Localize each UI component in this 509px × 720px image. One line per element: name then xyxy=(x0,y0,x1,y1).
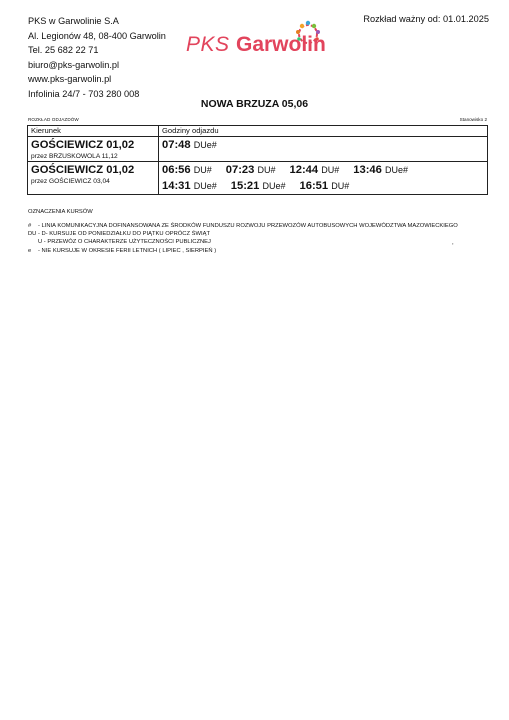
departure-time: 13:46 DUe# xyxy=(353,164,408,176)
legend-item: U - PRZEWÓZ O CHARAKTERZE UŻYTECZNOŚCI PUBLICZNEJ xyxy=(38,239,211,246)
company-name: PKS w Garwolinie S.A xyxy=(28,16,119,26)
platform-label: Stanowisko 2 xyxy=(459,117,487,122)
via-route: przez BRZUSKOWOLA 11,12 xyxy=(31,153,118,160)
stop-title: NOWA BRZUZA 05,06 xyxy=(200,98,309,110)
destination-name: GOŚCIEWICZ 01,02 xyxy=(31,139,135,151)
legend-item: e - NIE KURSUJE W OKRESIE FERII LETNICH ( LIPIEC , SIERPIEŃ ) xyxy=(28,247,217,254)
legend-item: DU - D- KURSUJE OD PONIEDZIAŁKU DO PIĄTKU OPRÓCZ ŚWIĄT xyxy=(28,231,210,238)
logo-text-garwolin: Garwolin xyxy=(236,33,326,56)
departure-time: 12:44 DU# xyxy=(289,164,340,176)
departure-time: 15:21 DUe# xyxy=(230,180,286,192)
destination-name: GOŚCIEWICZ 01,02 xyxy=(31,164,135,176)
departure-time: 07:48 DUe# xyxy=(162,139,217,151)
via-route: przez GOŚCIEWICZ 03,04 xyxy=(31,178,110,185)
timetable xyxy=(27,125,488,195)
header-destination: Kierunek xyxy=(28,126,159,137)
legend-title: OZNACZENIA KURSÓW xyxy=(28,209,93,215)
departure-time: 06:56 DU# xyxy=(162,164,212,176)
company-hotline: Infolinia 24/7 - 703 280 008 xyxy=(28,88,140,99)
table-row xyxy=(28,162,488,195)
company-phone: Tel. 25 682 22 71 xyxy=(28,45,99,56)
logo-text-pks: PKS xyxy=(186,33,230,56)
company-address: Al. Legionów 48, 08-400 Garwolin xyxy=(28,30,166,41)
times-cell xyxy=(159,162,488,195)
company-info xyxy=(28,14,166,102)
destination-cell xyxy=(28,137,159,162)
table-row xyxy=(28,137,488,162)
timetable-header xyxy=(28,126,488,137)
departure-time: 14:31 DUe# xyxy=(162,180,217,192)
destination-cell xyxy=(28,162,159,195)
company-email: biuro@pks-garwolin.pl xyxy=(28,59,120,70)
timetable-label: ROZKŁAD ODJAZDÓW xyxy=(28,117,79,122)
valid-from: Rozkład ważny od: 01.01.2025 xyxy=(363,14,489,24)
departure-time: 07:23 DU# xyxy=(225,164,276,176)
times-cell xyxy=(159,137,488,162)
company-logo xyxy=(186,20,346,60)
legend xyxy=(28,222,468,255)
stray-comma: , xyxy=(452,240,454,246)
header-times: Godziny odjazdu xyxy=(159,126,488,137)
legend-item: # - LINIA KOMUNIKACYJNA DOFINANSOWANA ZE ŚRODKÓW FUNDUSZU ROZWOJU PRZEWOZÓW AUTOBUSOWYCH WOJEWÓDZTWA MAZOWIECKIEGO xyxy=(28,223,458,229)
departure-time: 16:51 DU# xyxy=(299,180,350,192)
company-website: www.pks-garwolin.pl xyxy=(28,74,112,85)
